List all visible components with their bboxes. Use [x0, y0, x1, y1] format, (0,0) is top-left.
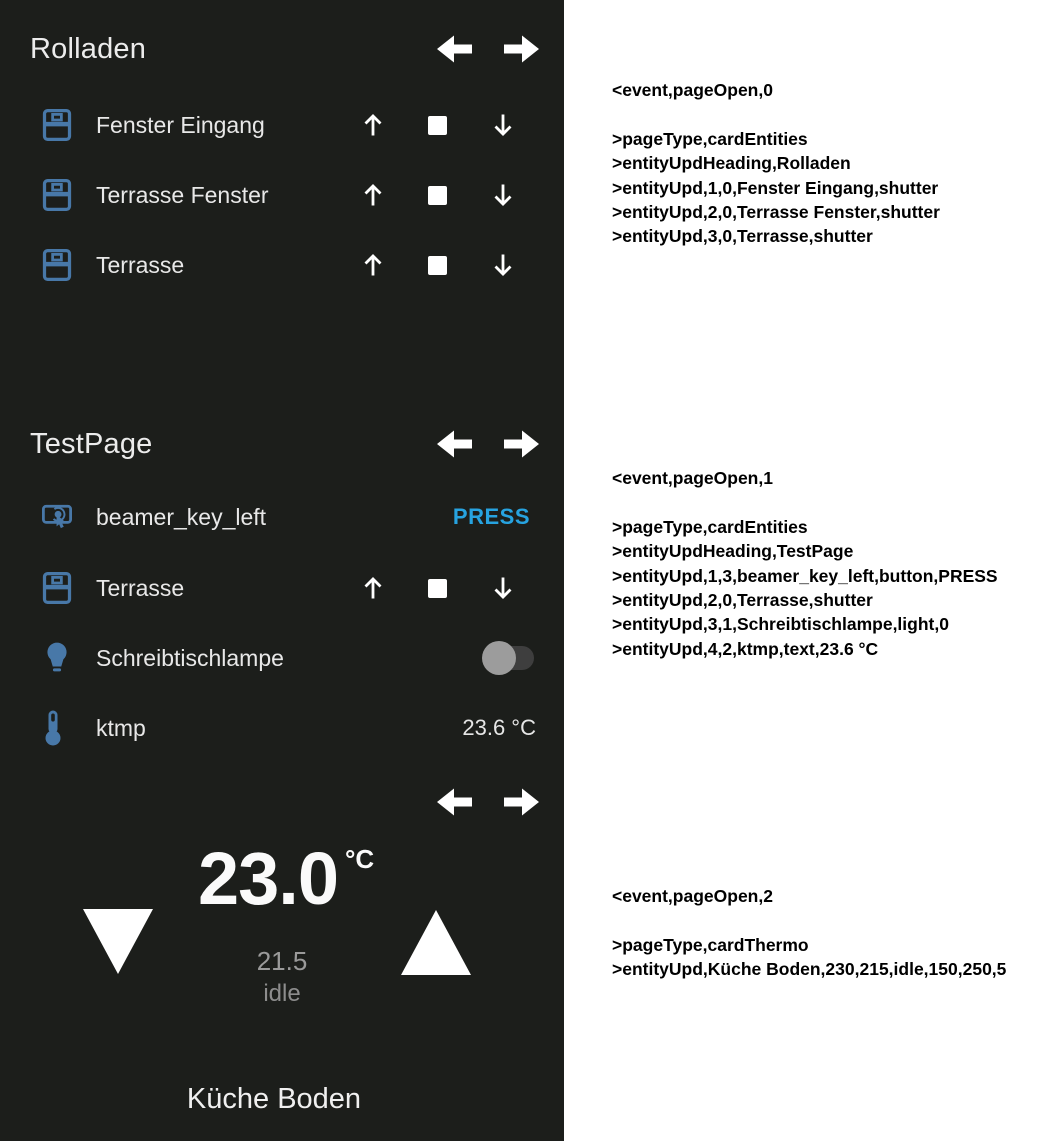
thermostat-name: Küche Boden: [186, 1083, 362, 1115]
entity-row: [30, 566, 540, 610]
arrow-left-icon: [436, 429, 473, 459]
log-gap: [612, 490, 998, 514]
shutter-up-button[interactable]: [353, 105, 393, 145]
card-rolladen-header: [30, 30, 540, 68]
lightbulb-icon: [42, 641, 72, 675]
temp-increase-button[interactable]: [400, 908, 472, 976]
shutter-stop-button[interactable]: [417, 175, 457, 215]
stop-icon: [428, 579, 447, 598]
log-block-page2: [612, 884, 1006, 982]
stop-icon: [428, 186, 447, 205]
window-shutter-icon: [42, 571, 72, 605]
log-line: >entityUpd,3,0,Terrasse,shutter: [612, 226, 873, 247]
log-line: >entityUpd,2,0,Terrasse,shutter: [612, 590, 873, 611]
entity-row: [30, 706, 540, 750]
nav-left-button[interactable]: [436, 429, 473, 459]
entity-name: Fenster Eingang: [96, 111, 265, 138]
arrow-right-icon: [503, 34, 540, 64]
page-title: Rolladen: [30, 32, 147, 65]
current-temperature-value: 23.0: [198, 837, 339, 920]
log-line: >entityUpd,2,0,Terrasse Fenster,shutter: [612, 202, 940, 223]
thermometer-icon: [42, 709, 72, 747]
current-temperature: [198, 837, 375, 920]
log-line: >entityUpd,Küche Boden,230,215,idle,150,250,5: [612, 959, 1007, 980]
nav-right-button[interactable]: [503, 429, 540, 459]
shutter-up-button[interactable]: [353, 175, 393, 215]
arrow-up-icon: [361, 252, 385, 278]
entity-name: ktmp: [96, 714, 146, 741]
arrow-down-icon: [491, 112, 515, 138]
arrow-up-icon: [361, 112, 385, 138]
shutter-down-button[interactable]: [483, 175, 523, 215]
shutter-down-button[interactable]: [483, 105, 523, 145]
arrow-down-icon: [491, 182, 515, 208]
entity-name: Terrasse: [96, 574, 185, 601]
log-line: >entityUpd,1,3,beamer_key_left,button,PRESS: [612, 565, 998, 586]
nav-right-button[interactable]: [503, 34, 540, 64]
stop-icon: [428, 116, 447, 135]
entity-name: Schreibtischlampe: [96, 644, 284, 671]
shutter-up-button[interactable]: [353, 245, 393, 285]
log-gap: [612, 102, 940, 126]
window-shutter-icon: [42, 108, 72, 142]
arrow-left-icon: [436, 787, 473, 817]
arrow-up-icon: [361, 575, 385, 601]
nav-left-button[interactable]: [436, 787, 473, 817]
entity-row: [30, 636, 540, 680]
entity-name: Terrasse Fenster: [96, 181, 269, 208]
log-line: >entityUpdHeading,Rolladen: [612, 153, 851, 174]
thermostat-state: idle: [263, 980, 301, 1007]
log-event: <event,pageOpen,0: [612, 80, 773, 100]
arrow-up-icon: [361, 182, 385, 208]
log-line: >pageType,cardEntities: [612, 128, 808, 149]
entity-row: [30, 243, 540, 287]
nav-right-button[interactable]: [503, 787, 540, 817]
log-line: >pageType,cardThermo: [612, 934, 809, 955]
log-line: >entityUpdHeading,TestPage: [612, 541, 854, 562]
press-button[interactable]: PRESS: [447, 503, 536, 531]
log-event: <event,pageOpen,1: [612, 468, 773, 488]
log-line: >pageType,cardEntities: [612, 516, 808, 537]
target-temperature: 21.5: [256, 946, 308, 976]
shutter-up-button[interactable]: [353, 568, 393, 608]
entity-row: [30, 173, 540, 217]
page-nav: [436, 429, 540, 459]
shutter-down-button[interactable]: [483, 568, 523, 608]
arrow-down-icon: [491, 252, 515, 278]
entity-name: beamer_key_left: [96, 503, 267, 530]
shutter-stop-button[interactable]: [417, 245, 457, 285]
triangle-down-icon: [82, 908, 154, 976]
stop-icon: [428, 256, 447, 275]
log-block-page1: [612, 466, 998, 661]
card-testpage-header: [30, 425, 540, 463]
shutter-stop-button[interactable]: [417, 568, 457, 608]
arrow-right-icon: [503, 787, 540, 817]
entity-row: [30, 495, 540, 539]
light-toggle[interactable]: [482, 646, 534, 670]
log-block-page0: [612, 78, 940, 249]
temperature-unit: °C: [345, 844, 375, 874]
log-line: >entityUpd,3,1,Schreibtischlampe,light,0: [612, 614, 949, 635]
protocol-log: [564, 0, 1045, 1141]
entity-name: Terrasse: [96, 251, 185, 278]
temp-decrease-button[interactable]: [82, 908, 154, 976]
window-shutter-icon: [42, 178, 72, 212]
card-thermo-header: [30, 783, 540, 821]
arrow-down-icon: [491, 575, 515, 601]
sensor-value: 23.6 °C: [462, 715, 536, 740]
nav-left-button[interactable]: [436, 34, 473, 64]
arrow-left-icon: [436, 34, 473, 64]
page-nav: [436, 34, 540, 64]
entity-row: [30, 103, 540, 147]
shutter-stop-button[interactable]: [417, 105, 457, 145]
arrow-right-icon: [503, 429, 540, 459]
log-line: >entityUpd,4,2,ktmp,text,23.6 °C: [612, 638, 879, 659]
page-nav: [436, 787, 540, 817]
shutter-down-button[interactable]: [483, 245, 523, 285]
log-event: <event,pageOpen,2: [612, 886, 773, 906]
gesture-tap-button-icon: [42, 500, 72, 534]
triangle-up-icon: [400, 908, 472, 976]
log-gap: [612, 908, 1006, 932]
window-shutter-icon: [42, 248, 72, 282]
page-title: TestPage: [30, 427, 153, 460]
log-line: >entityUpd,1,0,Fenster Eingang,shutter: [612, 177, 939, 198]
toggle-knob: [482, 641, 516, 675]
